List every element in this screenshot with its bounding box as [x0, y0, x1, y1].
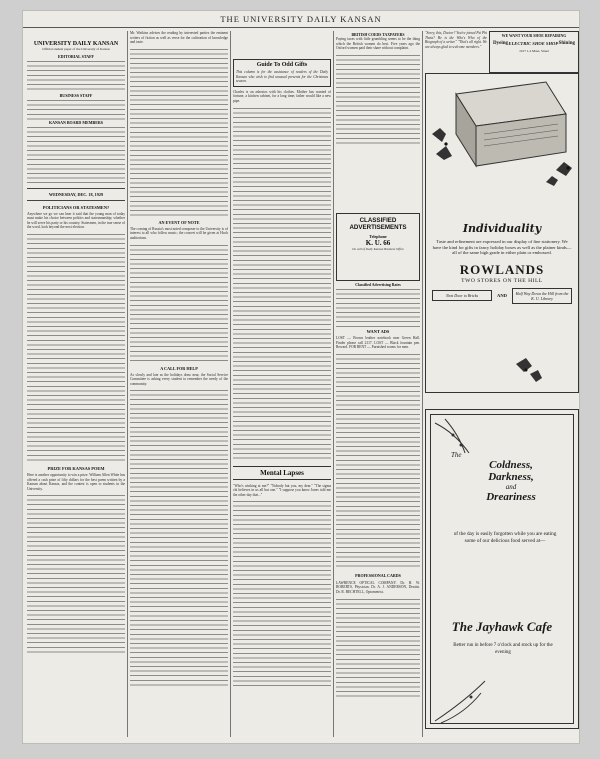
- rowlands-copy: Taste and refinement are expressed in our display of fine stationery. We have the kind for gifts in fancy holiday boxes as well as the plainer kinds—all of the same high grade in either plain or embossed.: [432, 239, 572, 256]
- cafe-bottom-branch: [431, 665, 573, 725]
- paper-name: UNIVERSITY DAILY KANSAN: [33, 41, 119, 47]
- shoe-ad-name: ELECTRIC SHOE SHOP: [508, 41, 559, 46]
- col2-body3: As slowly and late as the holidays draw near, the Social Service Committee is asking every student to remember the needy of the community.: [130, 372, 228, 386]
- rates-heading: Classified Advertising Rates: [355, 283, 401, 287]
- rowlands-left-store: Next Door to Bricks: [432, 290, 492, 301]
- rowlands-right-store: Half Way Down the Hill from the K. U. Library: [512, 288, 572, 304]
- col2-body2: The coming of Russia's most noted composer to the University is of interest to all who follow music; the concert will be given at Hoch auditorium.: [130, 226, 228, 240]
- business-heading: BUSINESS STAFF: [59, 92, 93, 98]
- telephone-note: On call of Daily Kansan Business Office: [352, 247, 404, 251]
- col5-body: "Sorry, this, Doctor? You've joined Psi Phi Theta? He is the Who's Who of the Biograph of a writer." "That's all right. We are always glad to welcome members.": [425, 31, 487, 49]
- column-five-top: [425, 31, 487, 67]
- cafe-line3: and: [505, 483, 517, 491]
- gifts-body: Charles is an asbestos with his clothes. Mother has wanted of fortune, a kitchen cabinet, for a long time; father would like a new pipe.: [233, 89, 331, 103]
- stationery-box-illustration: [426, 74, 578, 194]
- jayhawk-cafe-ad: [425, 409, 579, 729]
- rowlands-and: AND: [497, 293, 507, 299]
- cafe-footer: Better run in before 7 o'clock and stock up for the evening: [453, 643, 553, 655]
- col2-body1: Mr. Watkins advises the reading by interested parties the eminent writers of fiction as well as verse for the cultivation of knowledge and taste.: [130, 31, 228, 45]
- column-editorial: [27, 31, 125, 739]
- masthead: THE UNIVERSITY DAILY KANSAN: [23, 11, 579, 28]
- date-line: WEDNESDAY, DEC. 18, 1929: [48, 191, 104, 197]
- shoe-ad-right: Shining: [558, 41, 575, 46]
- poem-prize-title: PRIZE FOR KANSAS POEM: [47, 465, 105, 471]
- call-heading: A CALL FOR HELP: [160, 365, 198, 371]
- british-coeds-heading: BRITISH COEDS TAXPAYERS: [351, 33, 405, 37]
- rowlands-headline: Individuality: [462, 222, 542, 235]
- shoe-ad-top: WE WANT YOUR SHOE REPAIRING: [501, 34, 567, 38]
- cafe-line4: Dreariness: [486, 491, 536, 503]
- mental-lapses-body: "Who's winking at me?" "Nobody but you, my dear." "The sigma chi believes in us all but one." "I suppose you know Jones told me the other day that...": [233, 483, 331, 497]
- event-heading: AN EVENT OF NOTE: [158, 219, 200, 225]
- professional-cards-body: LAWRENCE OPTICAL COMPANY. Dr. H. W. ROBERTS, Physician. Dr. A. J. ANDERSON, Dentist. Dr. R. BECHTELL, Optometrist.: [336, 580, 420, 594]
- lost-found-body: LOST — Brown leather notebook near Green Hall. Finder please call 2117. LOST — Black fountain pen. Reward. FOR RENT — Furnished rooms for men.: [336, 336, 420, 350]
- telephone-number: K. U. 66: [365, 239, 391, 247]
- cafe-copy: of the day is easily forgotten while you are eating some of our delicious food served at—: [453, 531, 557, 544]
- shoe-shop-ad: [489, 31, 579, 73]
- poem-prize-body: Here is another opportunity to win a prize. William Allen White has offered a cash prize of fifty dollars for the best poem written by a Kansan about Kansas, and the contest is open to students in the University.: [27, 472, 125, 491]
- want-ads-section: [336, 283, 420, 739]
- rowlands-name: ROWLANDS: [459, 261, 545, 277]
- editorial-body: Anywhere we go we can hear it said that the young man of today must make his choice between politics and statesmanship; whether he will serve his party or his country. Statesmen, in the true sense of the word, look beyond the next election.: [27, 211, 125, 230]
- professional-cards-heading: PROFESSIONAL CARDS: [355, 572, 401, 578]
- classified-box: [336, 213, 420, 281]
- gifts-title: Guide To Odd Gifts: [256, 62, 308, 68]
- holly-decoration: [426, 354, 578, 393]
- tagline: Official student paper of the University of Kansas: [42, 47, 110, 51]
- classified-title: CLASSIFIED ADVERTISEMENTS: [349, 217, 407, 231]
- gifts-intro: This column is for the assistance of readers of the Daily Kansan who wish to find unusual presents for the Christmas season.: [236, 70, 328, 84]
- rowlands-ad: [425, 73, 579, 393]
- cafe-the: The: [451, 451, 462, 459]
- cafe-line1: Coldness,: [489, 459, 533, 471]
- shoe-ad-address: 1017 1-2 Mass. Street: [519, 49, 549, 53]
- staff-heading: EDITORIAL STAFF: [58, 53, 94, 59]
- column-two: [130, 31, 228, 739]
- board-heading: KANSAN BOARD MEMBERS: [48, 119, 103, 125]
- want-ads-heading: WANT ADS: [366, 329, 390, 334]
- newspaper-page: [22, 10, 580, 744]
- cafe-line2: Darkness,: [488, 471, 534, 483]
- british-coeds-body: Paying taxes with little grumbling seems to be the thing which the British women do best. Five years ago the Oxford women paid their share without complaint.: [336, 37, 420, 51]
- rowlands-sub: TWO STORES ON THE HILL: [461, 277, 543, 284]
- mental-lapses-title: Mental Lapses: [260, 468, 304, 477]
- column-three: [233, 31, 331, 739]
- shoe-ad-left: Dyeing: [493, 41, 508, 46]
- telephone-label: Telephone: [369, 234, 387, 239]
- cafe-name: The Jayhawk Cafe: [451, 619, 553, 634]
- editorial-title: POLITICIANS OR STATESMEN?: [42, 204, 110, 210]
